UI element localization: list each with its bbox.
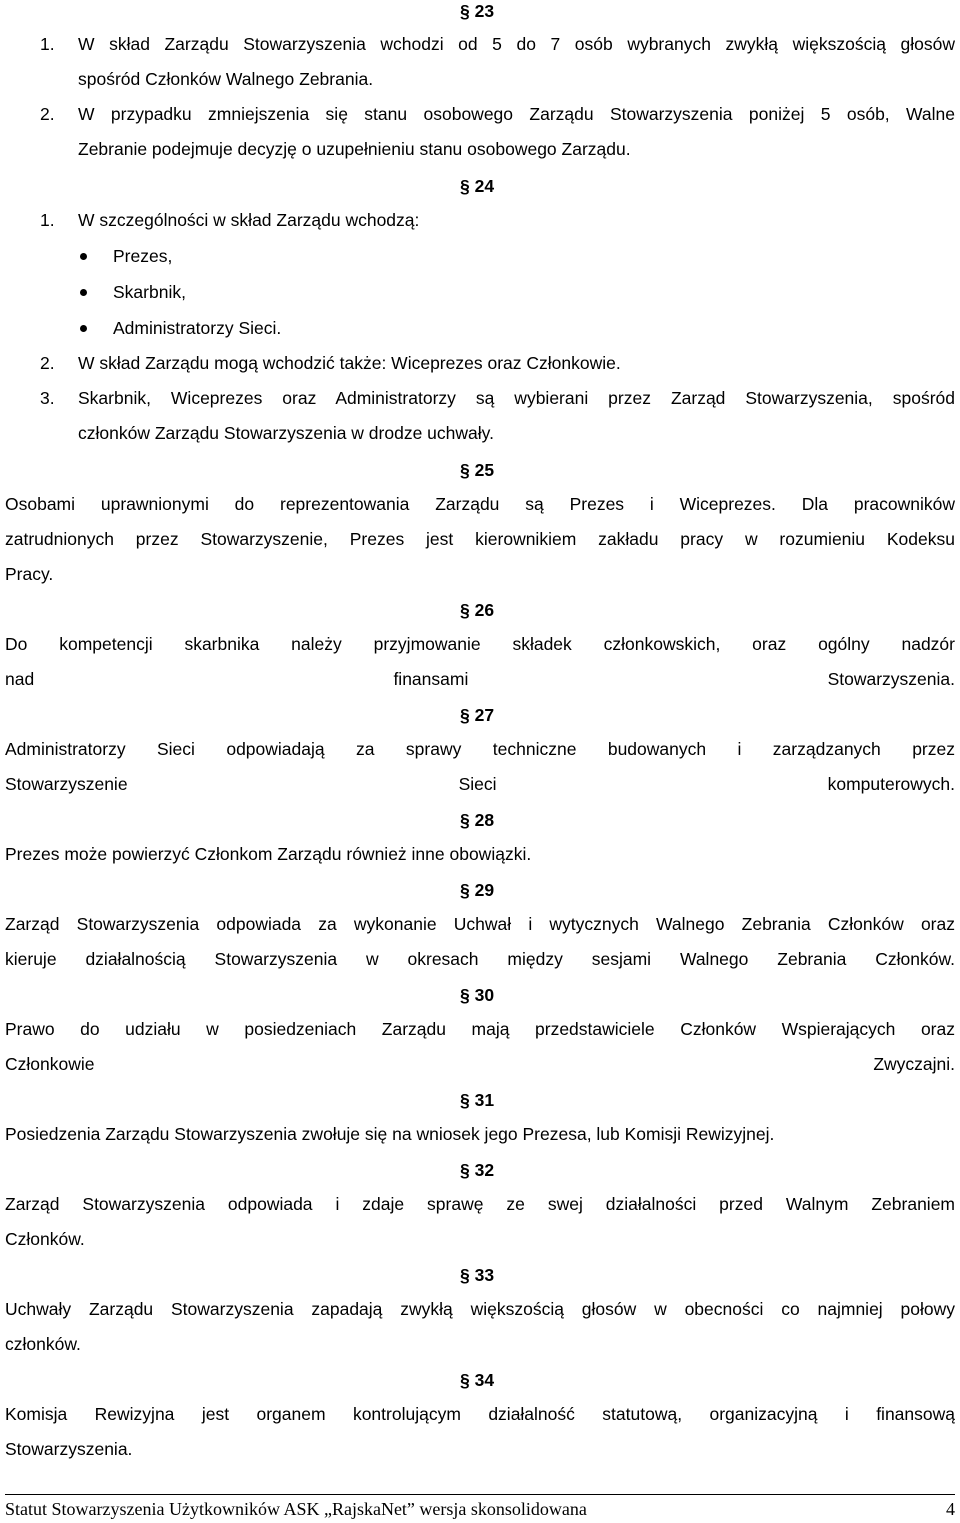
s23-item-1: [40, 27, 955, 97]
paragraph-line: Stowarzyszenie Sieci komputerowych.: [5, 774, 955, 794]
s25-paragraph: [5, 487, 955, 592]
footer-title: Statut Stowarzyszenia Użytkowników ASK „RajskaNet” wersja skonsolidowana: [5, 1499, 587, 1519]
s32-paragraph: [5, 1187, 955, 1257]
paragraph-line: Pracy.: [5, 564, 54, 584]
s34-paragraph: [5, 1397, 955, 1467]
item-text-line: Skarbnik, Wiceprezes oraz Administratorzy są wybierani przez Zarząd Stowarzyszenia, spośród: [78, 388, 955, 408]
bullet-text: Administratorzy Sieci.: [113, 318, 282, 338]
page-number: 4: [946, 1499, 955, 1519]
paragraph-line: Prawo do udziału w posiedzeniach Zarządu mają przedstawiciele Członków Wspierających oraz: [5, 1019, 955, 1039]
item-text-line: członków Zarządu Stowarzyszenia w drodze uchwały.: [78, 423, 494, 443]
s24-item-3: [40, 381, 955, 451]
item-number: 1.: [40, 210, 55, 230]
bullet-item: [80, 311, 281, 346]
section-heading-30: § 30: [460, 985, 495, 1005]
paragraph-line: Komisja Rewizyjna jest organem kontrolującym działalność statutową, organizacyjną i finansową: [5, 1404, 955, 1424]
item-text-line: W szczególności w skład Zarządu wchodzą:: [78, 210, 420, 230]
paragraph-line: zatrudnionych przez Stowarzyszenie, Prezes jest kierownikiem zakładu pracy w rozumieniu Kodeksu: [5, 529, 955, 549]
item-text-line: W skład Zarządu Stowarzyszenia wchodzi od 5 do 7 osób wybranych zwykłą większością głosów: [78, 34, 955, 54]
paragraph-line: nad finansami Stowarzyszenia.: [5, 669, 955, 689]
section-heading-27: § 27: [460, 705, 495, 725]
item-number: 2.: [40, 353, 55, 373]
paragraph-line: Uchwały Zarządu Stowarzyszenia zapadają zwykłą większością głosów w obecności co najmniej połowy: [5, 1299, 955, 1319]
s30-paragraph: [5, 1012, 955, 1082]
bullet-text: Prezes,: [113, 246, 173, 266]
section-heading-29: § 29: [460, 880, 495, 900]
section-heading-23: § 23: [460, 1, 495, 21]
bullet-text: Skarbnik,: [113, 282, 186, 302]
bullet-icon: [80, 325, 87, 332]
paragraph-line: Prezes może powierzyć Członkom Zarządu również inne obowiązki.: [5, 844, 532, 864]
paragraph-line: Posiedzenia Zarządu Stowarzyszenia zwołuje się na wniosek jego Prezesa, lub Komisji Rewizyjnej.: [5, 1124, 775, 1144]
page-footer: [5, 1494, 955, 1523]
section-heading-32: § 32: [460, 1160, 495, 1180]
s24-item-1: [40, 203, 955, 238]
bullet-icon: [80, 289, 87, 296]
paragraph-line: Osobami uprawnionymi do reprezentowania Zarządu są Prezes i Wiceprezes. Dla pracowników: [5, 494, 955, 514]
paragraph-line: Zarząd Stowarzyszenia odpowiada za wykonanie Uchwał i wytycznych Walnego Zebrania Członków oraz: [5, 914, 955, 934]
paragraph-line: Członków.: [5, 1229, 85, 1249]
s28-paragraph: [5, 837, 955, 872]
item-text-line: Zebranie podejmuje decyzję o uzupełnieniu stanu osobowego Zarządu.: [78, 139, 631, 159]
item-text-line: W przypadku zmniejszenia się stanu osobowego Zarządu Stowarzyszenia poniżej 5 osób, Walne: [78, 104, 955, 124]
paragraph-line: Zarząd Stowarzyszenia odpowiada i zdaje sprawę ze swej działalności przed Walnym Zebraniem: [5, 1194, 955, 1214]
section-heading-26: § 26: [460, 600, 495, 620]
paragraph-line: Administratorzy Sieci odpowiadają za sprawy techniczne budowanych i zarządzanych przez: [5, 739, 955, 759]
s23-item-2: [40, 97, 955, 167]
item-number: 1.: [40, 34, 55, 54]
paragraph-line: członków.: [5, 1334, 81, 1354]
s24-item-2: [40, 346, 955, 381]
section-heading-24: § 24: [460, 176, 495, 196]
paragraph-line: Stowarzyszenia.: [5, 1439, 133, 1459]
s29-paragraph: [5, 907, 955, 977]
paragraph-line: kieruje działalnością Stowarzyszenia w okresach między sesjami Walnego Zebrania Członków.: [5, 949, 955, 969]
s27-paragraph: [5, 732, 955, 802]
item-number: 2.: [40, 104, 55, 124]
section-heading-25: § 25: [460, 460, 495, 480]
s33-paragraph: [5, 1292, 955, 1362]
section-heading-33: § 33: [460, 1265, 495, 1285]
s31-paragraph: [5, 1117, 955, 1152]
paragraph-line: Członkowie Zwyczajni.: [5, 1054, 955, 1074]
bullet-item: [80, 275, 186, 310]
section-heading-28: § 28: [460, 810, 495, 830]
bullet-item: [80, 239, 172, 274]
section-heading-31: § 31: [460, 1090, 495, 1110]
item-text-line: spośród Członków Walnego Zebrania.: [78, 69, 374, 89]
s26-paragraph: [5, 627, 955, 697]
bullet-icon: [80, 253, 87, 260]
item-text-line: W skład Zarządu mogą wchodzić także: Wiceprezes oraz Członkowie.: [78, 353, 621, 373]
paragraph-line: Do kompetencji skarbnika należy przyjmowanie składek członkowskich, oraz ogólny nadzór: [5, 634, 955, 654]
item-number: 3.: [40, 388, 55, 408]
section-heading-34: § 34: [460, 1370, 495, 1390]
